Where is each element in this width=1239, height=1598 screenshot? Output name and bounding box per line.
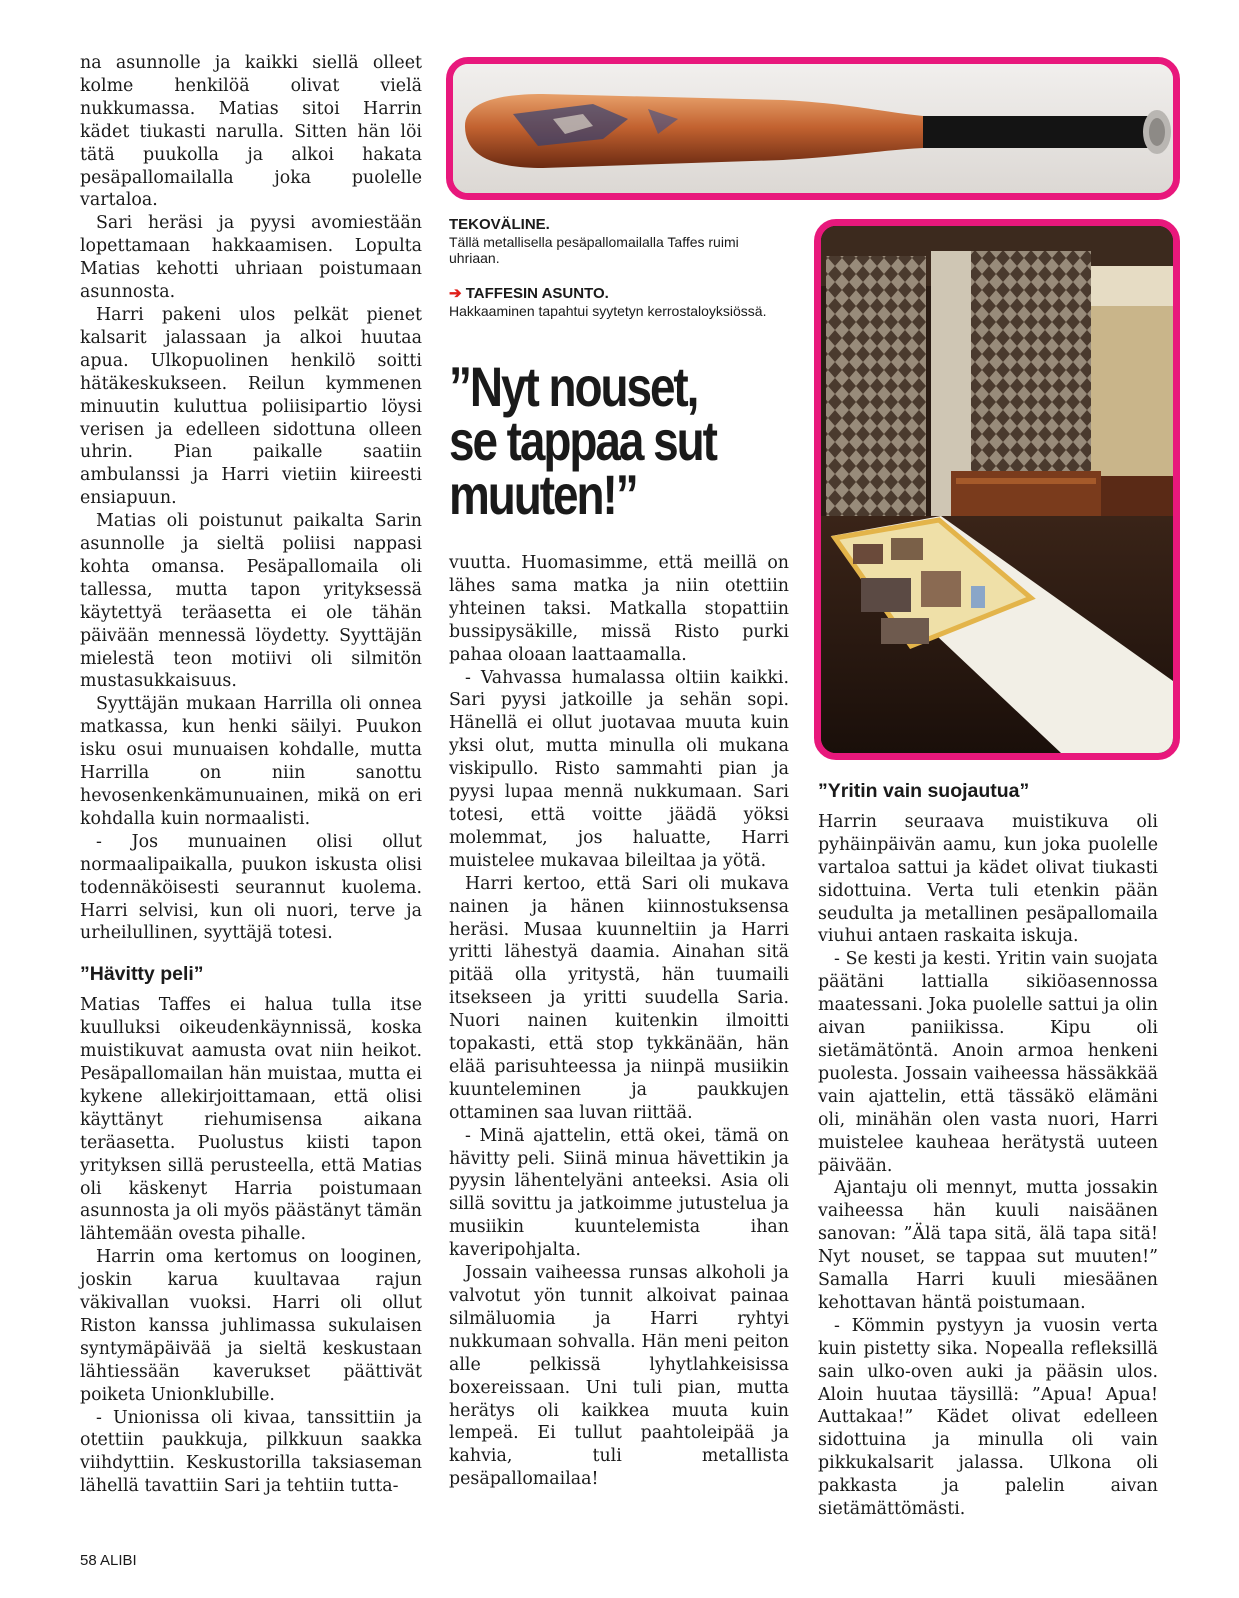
body-paragraph: Harrin seuraava muistikuva oli pyhäinpäivän aamu, kun joka puolelle vartaloa sattui ja kädet olivat tiukasti sidottuina. Verta tuli etenkin pään seudulta ja metallinen pesäpallomaila viuhui antaen raskaita iskuja. [818, 811, 1158, 947]
body-paragraph: - Vahvassa humalassa oltiin kaikki. Sari pyysi jatkoille ja sehän sopi. Hänellä ei ollut juotavaa muuta kuin yksi olut, mutta minulla oli mukana viskipullo. Risto sammahti pian ja pyysi lupaa mennä nukkumaan. Sari totesi, että voitte jäädä yöksi molemmat, jos haluatte, Harri muistelee mukavaa bileiltaa ja yötä. [449, 667, 789, 871]
bat-caption [449, 217, 789, 267]
body-paragraph: - Kömmin pystyyn ja vuosin verta kuin pistetty sika. Nopealla refleksillä sain ulko-oven auki ja pääsin ulos. Aloin huutaa täysillä: ”Apua! Apua! Auttakaa!” Kädet olivat edelleen sidottuina ja minulla oli vain pikkukalsarit jalassa. Ulkona oli pakkasta ja palelin aivan sietämättömästi. [818, 1315, 1158, 1520]
page-folio: 58 ALIBI [80, 1552, 137, 1569]
article-column-2 [449, 552, 789, 1491]
apartment-photo [814, 219, 1180, 760]
body-paragraph: na asunnolle ja kaikki siellä olleet kolme henkilöä olivat vielä nukkumassa. Matias sitoi Harrin kädet tiukasti narulla. Sitten hän löi tätä puukolla ja alkoi hakata pesäpallomailalla joka puolelle vartaloa. [80, 53, 422, 211]
body-paragraph: - Unionissa oli kivaa, tanssittiin ja otettiin paukkuja, pilkkuun saakka viihdyttiin. Keskustorilla taksiaseman lähellä tavattiin Sari ja tehtiin tutta- [80, 1407, 422, 1497]
caption-text: Tällä metallisella pesäpallomailalla Taffes ruimi uhriaan. [449, 233, 739, 266]
caption-title: TEKOVÄLINE. [449, 216, 550, 233]
body-paragraph: Jossain vaiheessa runsas alkoholi ja valvotut yön tunnit alkoivat painaa silmäluomia ja Harri ryhtyi nukkumaan sohvalla. Hän meni peiton alle pelkissä lyhytlahkeisissa boxereissaan. Uni tuli pian, mutta herätys oli kaikkea muuta kuin lempeä. Ei tullut paahtoleipää ja kahvia, tuli metallista pesäpallomailaa! [449, 1263, 789, 1490]
arrow-right-icon: ➔ [449, 285, 462, 302]
body-paragraph: - Minä ajattelin, että okei, tämä on hävitty peli. Siinä minua hävettikin ja pyysin lähentelyäni anteeksi. Asia oli sillä sovittu ja jatkoimme jutustelua ja musiikin kuuntelemista ihan kaveripohjalta. [449, 1125, 789, 1261]
apartment-image [821, 226, 1173, 753]
body-paragraph: vuutta. Huomasimme, että meillä on lähes sama matka ja niin otettiin yhteinen taksi. Matkalla stopattiin bussipysäkille, missä Risto purki pahaa oloaan laattaamalla. [449, 553, 789, 665]
caption-text: Hakkaaminen tapahtui syytetyn kerrostaloyksiössä. [449, 302, 767, 319]
baseball-bat-image [453, 64, 1173, 193]
pull-quote: ”Nyt nouset, se tappaa sut muuten!” [449, 355, 716, 526]
article-column-1 [80, 52, 422, 1498]
baseball-bat-photo [446, 57, 1180, 200]
body-paragraph: Ajantaju oli mennyt, mutta jossakin vaiheessa hän kuuli naisäänen sanovan: ”Älä tapa sitä, älä tapa sitä! Nyt nouset, se tappaa sut muuten!” Samalla Harri kuuli miesäänen kehottavan häntä poistumaan. [818, 1178, 1158, 1313]
body-paragraph: Syyttäjän mukaan Harrilla oli onnea matkassa, kun henki säilyi. Puukon isku osui munuaisen kohdalle, mutta Harrilla on niin sanottu hevosenkenkämunuainen, mikä on eri kohdalla kuin normaalisti. [80, 694, 422, 829]
subheading: ”Yritin vain suojautua” [818, 780, 1030, 802]
article-column-3 [818, 780, 1158, 1521]
body-paragraph: Harrin oma kertomus on looginen, joskin karua kuultavaa rajun väkivallan vuoksi. Harri oli ollut Riston kanssa juhlimassa sukulaisen syntymäpäivää ja sieltä keskustaan lähtiessään kaverukset päättivät poiketa Unionklubille. [80, 1247, 422, 1405]
body-paragraph: Sari heräsi ja pyysi avomiestään lopettamaan hakkaamisen. Lopulta Matias kehotti uhriaan poistumaan asunnosta. [80, 213, 422, 303]
body-paragraph: Matias Taffes ei halua tulla itse kuulluksi oikeudenkäynnissä, koska muistikuvat aamusta ovat niin heikot. Pesäpallomailan hän muistaa, mutta ei kykene allekirjoittamaan, että olisi käyttänyt riehumisensa aikana teräasetta. Puolustus kiisti tapon yrityksen sillä perusteella, että Matias oli käskenyt Harria poistumaan asunnosta ja oli myös päästänyt tämän lähtemään ovesta pihalle. [80, 995, 422, 1245]
subheading: ”Hävitty peli” [80, 963, 204, 986]
apartment-caption [449, 286, 789, 319]
body-paragraph: Harri kertoo, että Sari oli mukava nainen ja hänen kiinnostuksensa heräsi. Musaa kuunneltiin ja Harri yritti lähestyä daamia. Ainahan sitä pitää olla yritystä, hän tuumaili itsekseen ja yritti suudella Saria. Nuori nainen kuitenkin ilmoitti topakasti, että stop tykkänään, hän elää parisuhteessa ja niinpä musiikin kuunteleminen ja paukkujen ottaminen saa luvan riittää. [449, 873, 789, 1123]
body-paragraph: Matias oli poistunut paikalta Sarin asunnolle ja sieltä poliisi nappasi kohta omansa. Pesäpallomaila oli tallessa, mutta tapon yrityksessä käytettyä teräasetta ei ole tähän päivään mennessä löydetty. Syyttäjän mielestä teon motiivi oli silmitön mustasukkaisuus. [80, 511, 422, 692]
body-paragraph: - Jos munuainen olisi ollut normaalipaikalla, puukon iskusta olisi todennäköisesti seurannut kuolema. Harri selvisi, kun oli nuori, terve ja urheilullinen, syyttäjä totesi. [80, 831, 422, 944]
body-paragraph: - Se kesti ja kesti. Yritin vain suojata päätäni lattialla sikiöasennossa maatessani. Joka puolelle sattui ja olin aivan paniikissa. Kipu oli sietämätöntä. Anoin armoa henkeni puolesta. Jossain vaiheessa hässäkkää vain ajattelin, että tässäkö elämäni oli, minähän olen vasta nuori, Harri muistelee kauheaa herätystä uuteen päivään. [818, 949, 1158, 1176]
caption-title: TAFFESIN ASUNTO. [465, 285, 609, 302]
body-paragraph: Harri pakeni ulos pelkät pienet kalsarit jalassaan ja alkoi huutaa apua. Ulkopuolinen henkilö soitti hätäkeskukseen. Reilun kymmenen minuutin kuluttua poliisipartio löysi verisen ja edelleen sidottuna olleen uhrin. Pian paikalle saatiin ambulanssi ja Harri vietiin kiireesti ensiapuun. [80, 304, 422, 509]
